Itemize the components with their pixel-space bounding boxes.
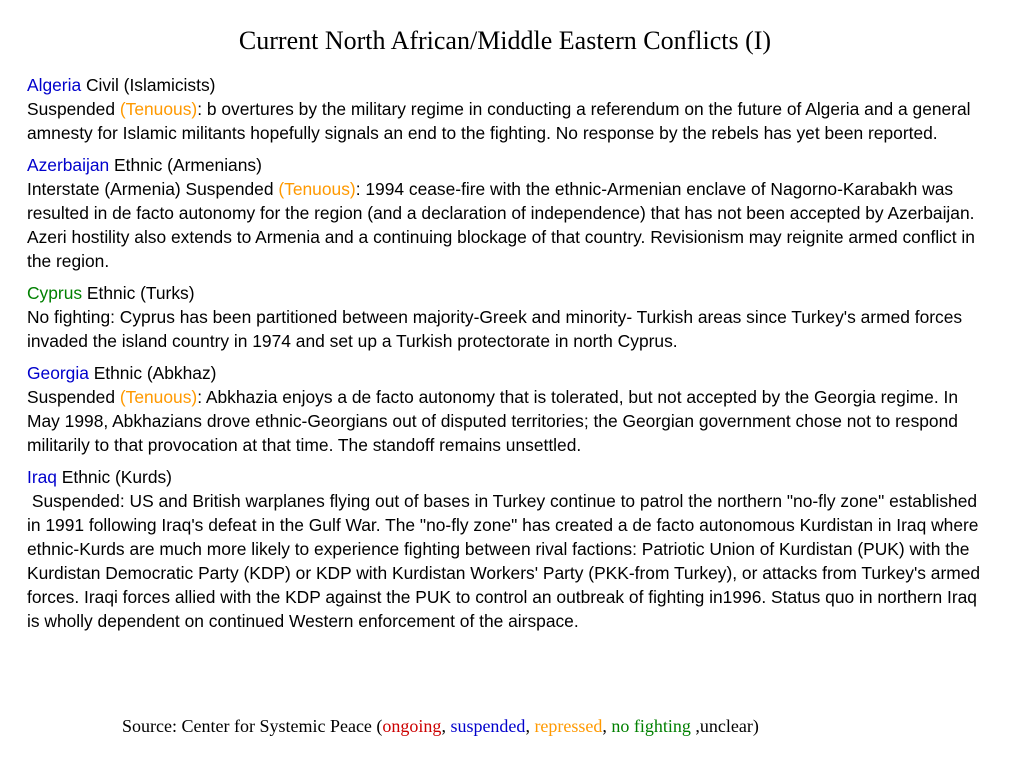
entry-text: : 1994 cease-fire with the ethnic-Armenian enclave of Nagorno-Karabakh was resulted in de facto autonomy for the region (and a declaration of independence) that has not been accepted by Azerbaijan. Azeri hostility also extends to Armenia and a continuing blockage of that country. Revisionism may reignite armed conflict in the region.	[27, 179, 975, 271]
entry-heading	[27, 361, 992, 385]
entry-algeria	[27, 73, 992, 145]
conflict-list	[27, 73, 992, 641]
legend-separator: ,	[525, 716, 535, 736]
entry-lead: Suspended	[27, 387, 120, 407]
entry-azerbaijan	[27, 153, 992, 273]
legend-separator: ,	[441, 716, 451, 736]
legend-repressed: repressed	[534, 716, 603, 736]
status-tenuous: (Tenuous)	[278, 179, 356, 199]
entry-text: : b overtures by the military regime in conducting a referendum on the future of Algeria and a general amnesty for Islamic militants hopefully signals an end to the fighting. No response by the rebels has yet been reported.	[27, 99, 971, 143]
source-line	[122, 714, 759, 738]
status-tenuous: (Tenuous)	[119, 387, 198, 407]
country-name: Azerbaijan	[27, 155, 110, 175]
entry-lead: Suspended: US and British warplanes flying out of bases in Turkey continue to patrol the northern "no-fly zone" established in 1991 following Iraq's defeat in the Gulf War. The "no-fly zone" has created a de facto autonomous Kurdistan in Iraq where ethnic-Kurds are much more likely to experience fighting between rival factions: Patriotic Union of Kurdistan (PUK) with the Kurdistan Democratic Party (KDP) or KDP with Kurdistan Workers' Party (PKK-from Turkey), or attacks from Turkey's armed forces. Iraqi forces allied with the KDP against the PUK to control an outbreak of fighting in1996. Status quo in northern Iraq is wholly dependent on continued Western enforcement of the airspace.	[27, 491, 985, 631]
source-prefix: Source: Center for Systemic Peace (	[122, 716, 383, 736]
status-tenuous: (Tenuous)	[119, 99, 198, 119]
conflict-type: Ethnic (Turks)	[82, 283, 195, 303]
legend-ongoing: ongoing	[382, 716, 442, 736]
legend-suspended: suspended	[450, 716, 526, 736]
legend-separator: ,	[602, 716, 612, 736]
entry-lead: Suspended	[27, 99, 120, 119]
conflict-type: Ethnic (Kurds)	[56, 467, 172, 487]
country-name: Algeria	[27, 75, 82, 95]
entry-heading	[27, 73, 992, 97]
entry-lead: No fighting: Cyprus has been partitioned between majority-Greek and minority- Turkish areas since Turkey's armed forces invaded the island country in 1974 and set up a Turkish protectorate in north Cyprus.	[27, 307, 963, 351]
entry-heading	[27, 281, 992, 305]
page-title: Current North African/Middle Eastern Conflicts (I)	[238, 26, 772, 55]
conflict-type: Civil (Islamicists)	[81, 75, 216, 95]
entry-heading	[27, 153, 992, 177]
entry-georgia	[27, 361, 992, 457]
country-name: Iraq	[27, 467, 57, 487]
entry-lead: Interstate (Armenia) Suspended	[27, 179, 279, 199]
country-name: Cyprus	[27, 283, 83, 303]
country-name: Georgia	[27, 363, 89, 383]
conflict-type: Ethnic (Abkhaz)	[88, 363, 217, 383]
entry-heading	[27, 465, 992, 489]
source-suffix: ,unclear)	[690, 716, 759, 736]
entry-cyprus	[27, 281, 992, 353]
entry-iraq	[27, 465, 992, 633]
legend-no-fighting: no fighting	[611, 716, 691, 736]
conflict-type: Ethnic (Armenians)	[109, 155, 262, 175]
entry-text: : Abkhazia enjoys a de facto autonomy that is tolerated, but not accepted by the Georgia regime. In May 1998, Abkhazians drove ethnic-Georgians out of disputed territories; the Georgian government chose not to respond militarily to that provocation at that time. The standoff remains unsettled.	[27, 387, 959, 455]
